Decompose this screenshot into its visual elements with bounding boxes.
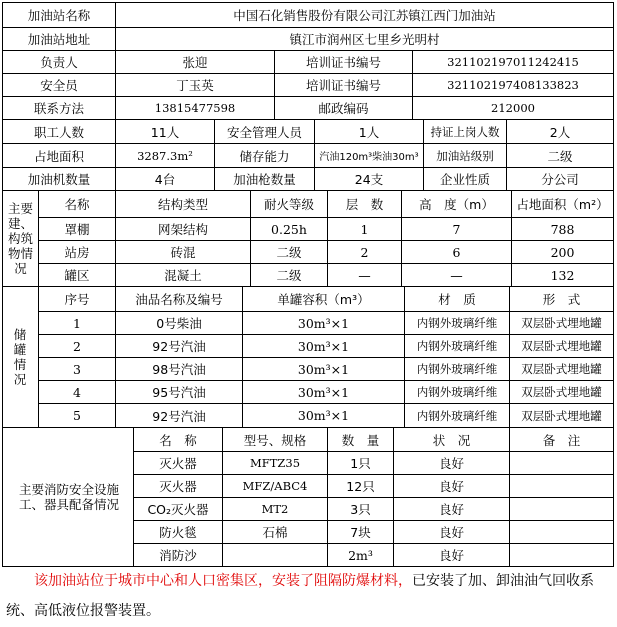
dispenser-count-label: 加油机数量: [27, 172, 91, 187]
enterprise-nature-value: 分公司: [541, 172, 579, 187]
contact-value: 13815477598: [154, 101, 236, 115]
fire-item-model: 石棉: [262, 525, 288, 540]
tank-number: 3: [73, 361, 81, 377]
tank-type: 双层卧式埋地罐: [521, 339, 602, 353]
safety-manager-value: 1人: [358, 124, 380, 140]
tank-type: 双层卧式埋地罐: [521, 316, 602, 330]
station-grade-label: 加油站级别: [436, 148, 494, 163]
tank-number: 4: [73, 384, 81, 400]
building-structure: 网架结构: [157, 222, 208, 237]
station-grade-value: 二级: [547, 148, 573, 164]
fire-section-label: 主要消防安全设施工、器具配备情况: [18, 482, 119, 512]
building-name: 站房: [64, 245, 90, 260]
tanks-header: 单罐容积（m³）: [277, 292, 370, 307]
fire-item-remark: [510, 475, 613, 497]
buildings-header: 结构类型: [157, 197, 208, 212]
tank-material: 内钢外玻璃纤维: [416, 316, 498, 330]
fire-item-name: 灭火器: [159, 456, 197, 471]
tanks-header: 形 式: [542, 292, 581, 307]
floor-area-value: 3287.3m²: [137, 148, 193, 163]
building-area: 200: [550, 244, 575, 260]
fire-item-model: MFZ/ABC4: [242, 479, 308, 493]
safety-manager-label: 安全管理人员: [226, 124, 302, 140]
manager-label: 负责人: [40, 55, 78, 70]
tank-volume: 30m³×1: [297, 338, 350, 354]
tank-volume: 30m³×1: [297, 408, 350, 423]
footnote-red-text: 该加油站位于城市中心和人口密集区，安装了阻隔防爆材料，: [34, 573, 412, 589]
fire-item-name: CO₂灭火器: [147, 502, 209, 517]
building-name: 罐区: [64, 268, 90, 283]
building-fire-rating: 二级: [276, 268, 302, 283]
footnote-black-text: 已安装了加、卸油油气回收系统、高低液位报警装置。: [6, 573, 594, 619]
building-structure: 砖混: [170, 245, 196, 260]
building-structure: 混凝土: [164, 268, 202, 283]
postcode-value: 212000: [491, 101, 535, 115]
fire-item-remark: [510, 544, 613, 566]
tank-number: 2: [73, 338, 81, 354]
tank-volume: 30m³×1: [297, 361, 350, 377]
building-area: 788: [550, 221, 575, 237]
tanks-section-label: 储罐情况: [13, 327, 27, 387]
fire-item-model: MT2: [261, 502, 289, 516]
fire-item-qty: 3只: [350, 502, 371, 517]
manager-cert-label: 培训证书编号: [305, 55, 381, 70]
station-address-value: 镇江市润州区七里乡光明村: [289, 32, 440, 47]
tank-volume: 30m³×1: [297, 384, 350, 400]
tank-fuel: 0号柴油: [156, 316, 202, 331]
station-name-label: 加油站名称: [27, 8, 91, 23]
tank-fuel: 95号汽油: [152, 385, 206, 400]
building-fire-rating: 二级: [276, 245, 302, 260]
buildings-header: 名称: [64, 197, 90, 212]
buildings-header: 高 度（m）: [419, 197, 494, 212]
fire-item-status: 良好: [438, 548, 464, 563]
buildings-header: 层 数: [345, 197, 384, 212]
manager-cert-value: 321102197011242415: [447, 55, 579, 69]
fire-item-remark: [510, 521, 613, 543]
tank-type: 双层卧式埋地罐: [521, 385, 602, 399]
certified-staff-label: 持证上岗人数: [430, 124, 500, 139]
dispenser-count-value: 4台: [154, 172, 176, 187]
postcode-label: 邮政编码: [318, 101, 369, 116]
fire-item-qty: 12只: [346, 479, 375, 494]
tank-type: 双层卧式埋地罐: [521, 408, 602, 423]
safety-cert-label: 培训证书编号: [305, 78, 381, 93]
fire-item-qty: 7块: [350, 525, 371, 540]
certified-staff-value: 2人: [549, 124, 571, 140]
tank-type: 双层卧式埋地罐: [521, 362, 602, 376]
storage-capacity-label: 储存能力: [239, 148, 290, 164]
buildings-header: 占地面积（m²）: [516, 197, 609, 212]
floor-area-label: 占地面积: [33, 148, 84, 164]
safety-officer-label: 安全员: [40, 78, 78, 93]
safety-officer-value: 丁玉英: [176, 78, 214, 93]
contact-label: 联系方法: [33, 101, 84, 116]
station-name-value: 中国石化销售股份有限公司江苏镇江西门加油站: [233, 8, 496, 23]
building-fire-rating: 0.25h: [271, 221, 307, 237]
tanks-header: 材 质: [438, 292, 476, 307]
fire-item-status: 良好: [438, 456, 464, 471]
tank-material: 内钢外玻璃纤维: [416, 385, 498, 399]
building-area: 132: [550, 267, 575, 283]
tank-fuel: 98号汽油: [152, 362, 206, 377]
enterprise-nature-label: 企业性质: [439, 172, 490, 187]
tanks-header: 油品名称及编号: [135, 292, 223, 307]
manager-value: 张迎: [182, 55, 208, 70]
tank-volume: 30m³×1: [297, 315, 350, 331]
nozzle-count-label: 加油枪数量: [233, 172, 296, 187]
building-floors: 2: [360, 244, 369, 260]
building-height: 6: [452, 244, 461, 260]
footnote: [6, 566, 612, 626]
fire-header: 状 况: [432, 432, 471, 448]
fire-item-status: 良好: [438, 525, 464, 540]
building-floors: —: [358, 267, 371, 283]
building-floors: 1: [360, 221, 369, 237]
safety-cert-value: 321102197408133823: [447, 78, 579, 92]
fire-header: 型号、规格: [243, 432, 307, 448]
fire-item-remark: [510, 452, 613, 474]
fire-item-model: [223, 544, 327, 566]
tank-material: 内钢外玻璃纤维: [416, 362, 498, 376]
nozzle-count-value: 24支: [354, 172, 384, 187]
tank-number: 5: [73, 408, 81, 423]
fire-item-status: 良好: [438, 479, 464, 494]
fire-item-name: 消防沙: [159, 548, 197, 563]
fire-header: 备 注: [542, 432, 581, 448]
fire-item-name: 防火毯: [159, 525, 197, 540]
fire-item-name: 灭火器: [159, 479, 197, 494]
tank-material: 内钢外玻璃纤维: [416, 339, 498, 353]
tank-fuel: 92号汽油: [152, 339, 206, 354]
buildings-section-label: 主要建、构筑物情况: [7, 201, 33, 276]
staff-count-value: 11人: [150, 124, 180, 140]
fire-item-qty: 2m³: [348, 547, 373, 563]
tank-number: 1: [73, 315, 81, 331]
fire-item-qty: 1只: [350, 456, 371, 471]
fire-header: 数 量: [341, 432, 380, 448]
storage-capacity-value: 汽油120m³柴油30m³: [319, 152, 419, 163]
fire-header: 名 称: [159, 432, 197, 448]
building-height: 7: [452, 221, 461, 237]
tank-material: 内钢外玻璃纤维: [416, 408, 498, 423]
fire-item-model: MFTZ35: [249, 456, 301, 470]
tanks-header: 序号: [64, 292, 90, 307]
building-name: 罩棚: [64, 222, 90, 237]
building-height: —: [450, 267, 463, 283]
buildings-header: 耐火等级: [263, 197, 314, 212]
staff-count-label: 职工人数: [33, 124, 84, 140]
tank-fuel: 92号汽油: [152, 408, 206, 424]
fire-item-status: 良好: [438, 502, 464, 517]
fire-item-remark: [510, 498, 613, 520]
station-address-label: 加油站地址: [27, 32, 91, 47]
